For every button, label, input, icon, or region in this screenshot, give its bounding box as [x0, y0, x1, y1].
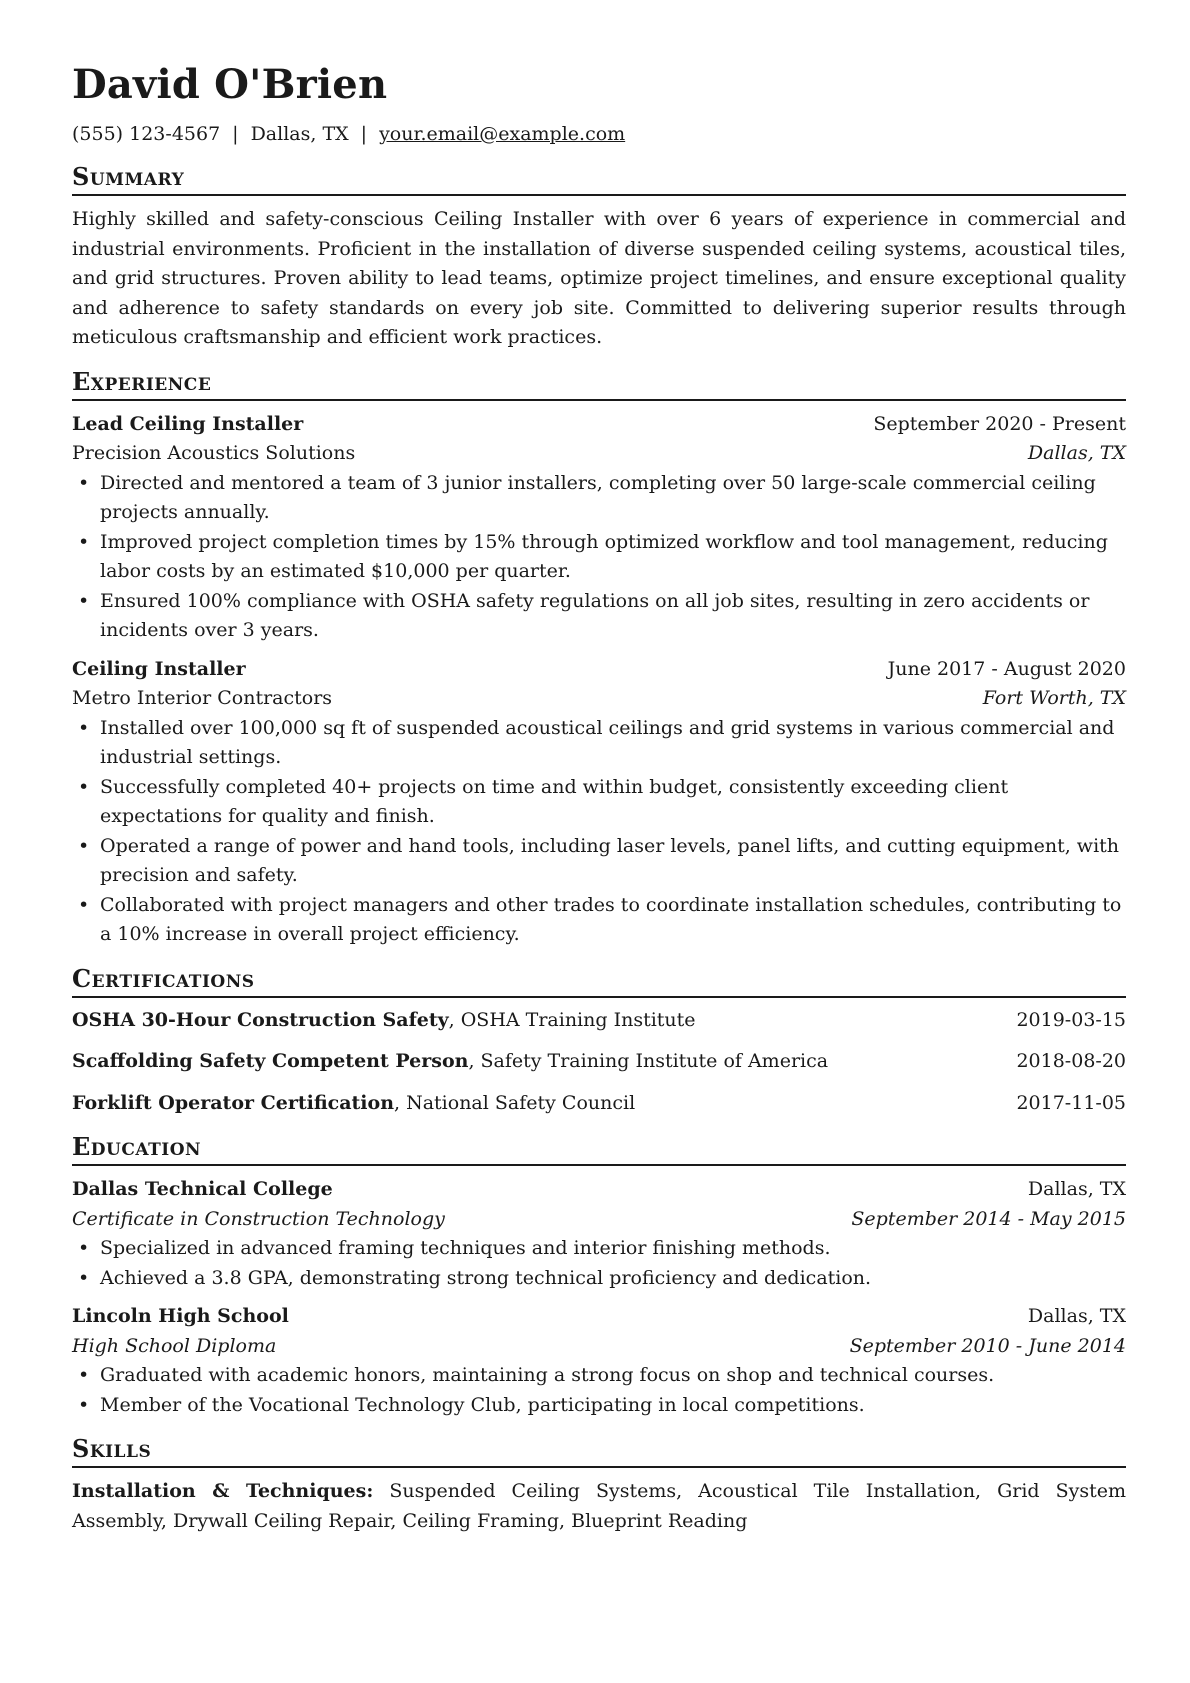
certification-item	[72, 1006, 1126, 1036]
contact-separator: |	[232, 123, 239, 145]
certification-item	[72, 1047, 1126, 1077]
list-item: • Installed over 100,000 sq ft of suspended acoustical ceilings and grid systems in various commercial and industrial settings.	[72, 714, 1126, 773]
section-title-certifications: Certifications	[72, 964, 1126, 998]
summary-text: Highly skilled and safety-conscious Ceiling Installer with over 6 years of experience in commercial and industrial environments. Proficient in the installation of diverse suspended ceiling systems, acoustical tiles, and grid structures. Proven ability to lead teams, optimize project timelines, and ensure exceptional quality and adherence to safety standards on every job site. Committed to delivering superior results through meticulous craftsmanship and efficient work practices.	[72, 208, 1126, 348]
phone-number: (555) 123-4567	[72, 123, 221, 145]
list-item: • Graduated with academic honors, maintaining a strong focus on shop and technical courses.	[72, 1361, 1126, 1391]
contact-location: Dallas, TX	[250, 123, 349, 145]
education-header	[72, 1175, 1126, 1205]
job-header	[72, 410, 1126, 440]
candidate-name: David O'Brien	[72, 61, 388, 108]
section-title-skills: Skills	[72, 1434, 1126, 1468]
list-item: • Ensured 100% compliance with OSHA safety regulations on all job sites, resulting in zero accidents or incidents over 3 years.	[72, 587, 1126, 646]
list-item: • Improved project completion times by 15% through optimized workflow and tool management, reducing labor costs by an estimated $10,000 per quarter.	[72, 528, 1126, 587]
list-item: • Member of the Vocational Technology Club, participating in local competitions.	[72, 1391, 1126, 1421]
list-item: • Achieved a 3.8 GPA, demonstrating strong technical proficiency and dedication.	[72, 1264, 1126, 1294]
skills-text-block	[72, 1477, 1126, 1536]
contact-line	[72, 120, 1126, 148]
list-item: • Operated a range of power and hand tools, including laser levels, panel lifts, and cutting equipment, with precision and safety.	[72, 832, 1126, 891]
summary-section	[72, 162, 1126, 353]
school-name: Lincoln High School	[72, 1305, 289, 1327]
contact-separator: |	[360, 123, 368, 145]
education-subheader	[72, 1205, 1126, 1235]
section-title-summary: Summary	[72, 162, 1126, 196]
education-dates: September 2010 - June 2014	[849, 1334, 1126, 1357]
education-subheader	[72, 1332, 1126, 1362]
job-entry	[72, 410, 1126, 646]
section-title-education: Education	[72, 1132, 1126, 1166]
education-header	[72, 1302, 1126, 1332]
experience-section	[72, 367, 1126, 950]
skills-section	[72, 1434, 1126, 1536]
education-section	[72, 1132, 1126, 1420]
education-bullets	[72, 1361, 1126, 1420]
job-company: Precision Acoustics Solutions	[72, 442, 356, 464]
certifications-section	[72, 964, 1126, 1119]
skills-list: Suspended Ceiling Systems, Acoustical Tile Installation, Grid System Assembly, Drywall Ceiling Repair, Ceiling Framing, Blueprint Reading	[72, 1480, 1126, 1532]
list-item: • Collaborated with project managers and other trades to coordinate installation schedules, contributing to a 10% increase in overall project efficiency.	[72, 891, 1126, 950]
job-header	[72, 655, 1126, 685]
list-item: • Specialized in advanced framing techniques and interior finishing methods.	[72, 1234, 1126, 1264]
job-subheader	[72, 684, 1126, 714]
job-entry	[72, 655, 1126, 950]
education-entry	[72, 1175, 1126, 1293]
job-dates: September 2020 - Present	[873, 412, 1126, 435]
certification-date: 2019-03-15	[1016, 1008, 1126, 1031]
school-location: Dallas, TX	[1027, 1178, 1126, 1200]
skills-label: Installation & Techniques:	[72, 1480, 374, 1502]
section-title-experience: Experience	[72, 367, 1126, 401]
job-location: Dallas, TX	[1027, 442, 1126, 464]
education-entry	[72, 1302, 1126, 1420]
certification-issuer: , Safety Training Institute of America	[468, 1050, 829, 1072]
certification-name: Forklift Operator Certification	[72, 1091, 395, 1114]
certification-name: Scaffolding Safety Competent Person	[72, 1050, 469, 1072]
email-link[interactable]: your.email@example.com	[379, 123, 626, 145]
job-dates: June 2017 - August 2020	[887, 657, 1126, 680]
certification-issuer: , National Safety Council	[394, 1091, 636, 1114]
certification-date: 2018-08-20	[1016, 1050, 1126, 1072]
school-name: Dallas Technical College	[72, 1178, 333, 1200]
certification-name: OSHA 30-Hour Construction Safety	[72, 1008, 449, 1031]
list-item: • Directed and mentored a team of 3 junior installers, completing over 50 large-scale commercial ceiling projects annually.	[72, 469, 1126, 528]
job-role: Lead Ceiling Installer	[72, 412, 304, 435]
degree-name: Certificate in Construction Technology	[72, 1207, 445, 1230]
job-company: Metro Interior Contractors	[72, 687, 333, 709]
job-bullets	[72, 469, 1126, 646]
education-bullets	[72, 1234, 1126, 1293]
certification-date: 2017-11-05	[1016, 1091, 1126, 1114]
list-item: • Successfully completed 40+ projects on time and within budget, consistently exceeding client expectations for quality and finish.	[72, 773, 1126, 832]
job-role: Ceiling Installer	[72, 657, 246, 680]
certification-list	[72, 1006, 1126, 1119]
school-location: Dallas, TX	[1027, 1305, 1126, 1327]
degree-name: High School Diploma	[72, 1334, 277, 1357]
job-bullets	[72, 714, 1126, 950]
education-dates: September 2014 - May 2015	[851, 1207, 1126, 1230]
job-location: Fort Worth, TX	[982, 687, 1126, 709]
certification-item	[72, 1089, 1126, 1119]
job-subheader	[72, 439, 1126, 469]
certification-issuer: , OSHA Training Institute	[448, 1008, 696, 1031]
resume-page	[72, 58, 1126, 1536]
